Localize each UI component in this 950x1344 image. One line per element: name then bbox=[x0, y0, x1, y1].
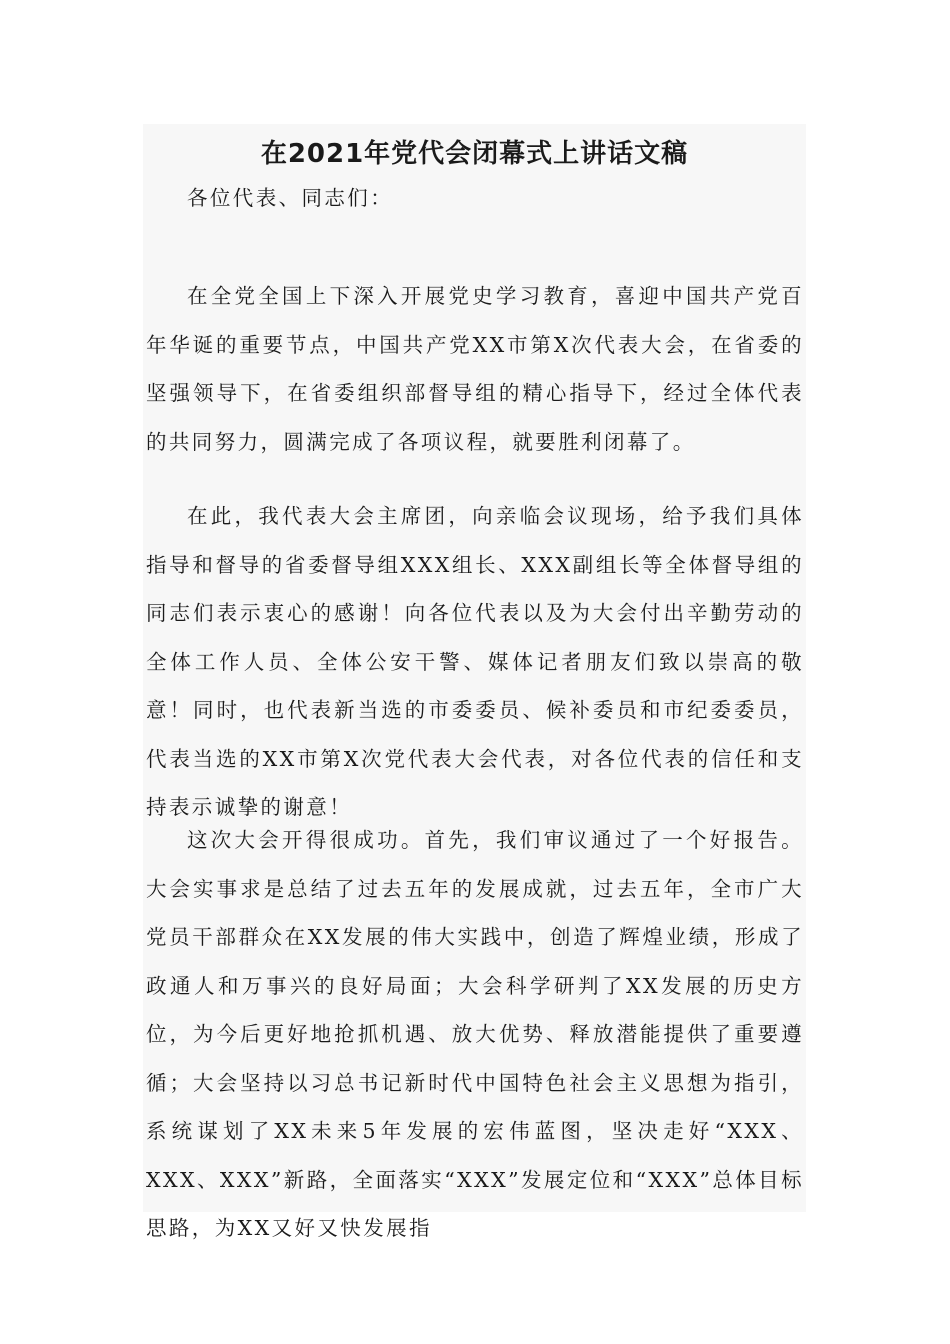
body-paragraph: 在全党全国上下深入开展党史学习教育，喜迎中国共产党百年华诞的重要节点，中国共产党XX市第X次代表大会，在省委的坚强领导下，在省委组织部督导组的精心指导下，经过全体代表的共同努力，圆满完成了各项议程，就要胜利闭幕了。 bbox=[146, 284, 804, 454]
salutation-paragraph: 各位代表、同志们： bbox=[187, 186, 394, 210]
body-paragraph: 这次大会开得很成功。首先，我们审议通过了一个好报告。大会实事求是总结了过去五年的发展成就，过去五年，全市广大党员干部群众在XX发展的伟大实践中，创造了辉煌业绩，形成了政通人和万事兴的良好局面；大会科学研判了XX发展的历史方位，为今后更好地抢抓机遇、放大优势、释放潜能提供了重要遵循；大会坚持以习总书记新时代中国特色社会主义思想为指引，系统谋划了XX未来5年发展的宏伟蓝图，坚决走好“XXX、XXX、XXX”新路，全面落实“XXX”发展定位和“XXX”总体目标思路，为XX又好又快发展指 bbox=[146, 828, 804, 1240]
body-paragraph: 在此，我代表大会主席团，向亲临会议现场，给予我们具体指导和督导的省委督导组XXX组长、XXX副组长等全体督导组的同志们表示衷心的感谢！向各位代表以及为大会付出辛勤劳动的全体工作人员、全体公安干警、媒体记者朋友们致以崇高的敬意！同时，也代表新当选的市委委员、候补委员和市纪委委员，代表当选的XX市第X次党代表大会代表，对各位代表的信任和支持表示诚挚的谢意！ bbox=[146, 504, 804, 819]
document-title: 在2021年党代会闭幕式上讲话文稿 bbox=[260, 139, 689, 169]
